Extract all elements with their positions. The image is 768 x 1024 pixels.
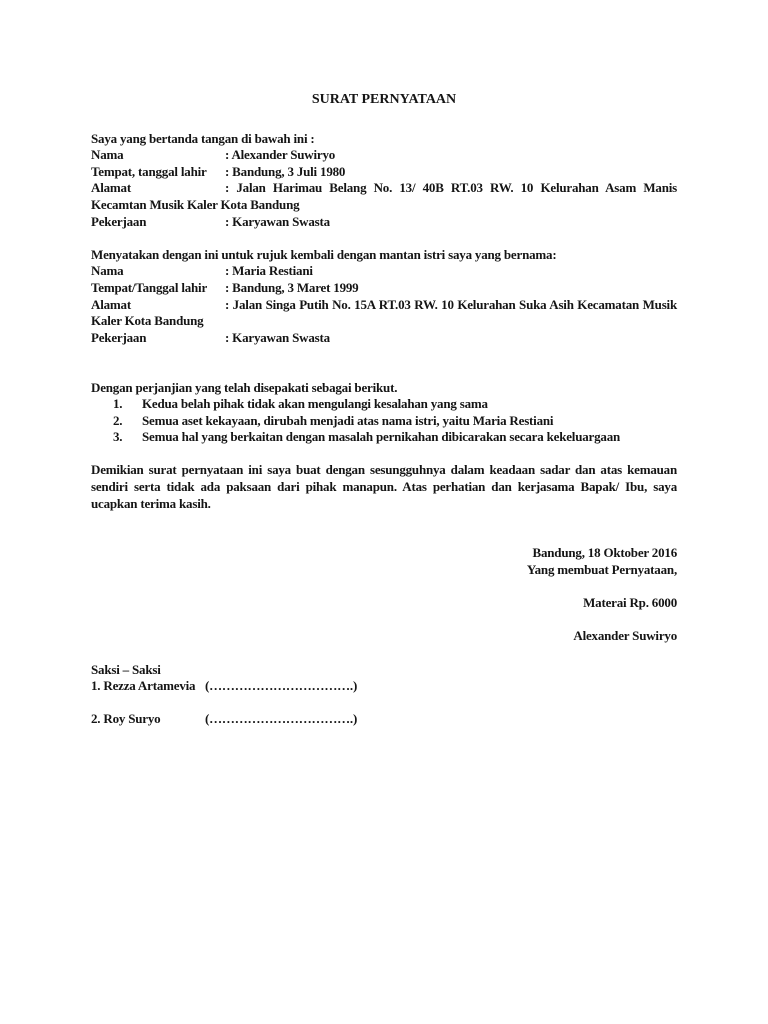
- field-row: [91, 263, 677, 280]
- item-number: 3.: [113, 429, 123, 445]
- field-value: : Bandung, 3 Juli 1980: [225, 163, 346, 179]
- agreement-item: [91, 429, 677, 446]
- witness-name: 1. Rezza Artamevia: [91, 678, 196, 694]
- signoff-block: [91, 545, 677, 645]
- field-row: [91, 297, 677, 330]
- agreement-list: [91, 396, 677, 446]
- agreement-item: [91, 396, 677, 413]
- field-label: Pekerjaan: [91, 329, 147, 345]
- document-title: SURAT PERNYATAAN: [311, 92, 457, 107]
- item-text: Kedua belah pihak tidak akan mengulangi kesalahan yang sama: [142, 396, 488, 412]
- field-label: Alamat: [91, 296, 131, 312]
- spacer: [91, 529, 677, 546]
- field-value: : Karyawan Swasta: [225, 213, 330, 229]
- spacer: [91, 695, 677, 712]
- spacer: [91, 230, 677, 247]
- spacer: [91, 363, 677, 380]
- field-row: [91, 147, 677, 164]
- witness-row: [91, 711, 677, 728]
- field-value: : Alexander Suwiryo: [225, 147, 336, 163]
- witness-name: 2. Roy Suryo: [91, 711, 161, 727]
- spacer: [91, 645, 677, 662]
- declarant-1-section: [91, 147, 677, 230]
- stamp-note: Materai Rp. 6000: [583, 595, 677, 611]
- spacer: [91, 346, 677, 363]
- agreement-item: [91, 413, 677, 430]
- field-row: [91, 164, 677, 181]
- field-label: Nama: [91, 147, 124, 163]
- item-number: 2.: [113, 412, 123, 428]
- spacer: [91, 512, 677, 529]
- agreement-intro: Dengan perjanjian yang telah disepakati sebagai berikut.: [91, 379, 398, 395]
- field-label: Tempat/Tanggal lahir: [91, 279, 208, 295]
- declarant-2-section: [91, 263, 677, 346]
- field-value: : Maria Restiani: [225, 263, 313, 279]
- witness-signature-blank: (…………………………….): [205, 711, 358, 727]
- field-value: : Bandung, 3 Maret 1999: [225, 279, 359, 295]
- item-text: Semua hal yang berkaitan dengan masalah pernikahan dibicarakan secara kekeluargaan: [142, 429, 621, 445]
- field-value: : Karyawan Swasta: [225, 329, 330, 345]
- field-row: [91, 280, 677, 297]
- spacer: [91, 579, 677, 596]
- field-row: [91, 180, 677, 213]
- field-label: Alamat: [91, 180, 131, 196]
- intro-line: Saya yang bertanda tangan di bawah ini :: [91, 130, 315, 146]
- item-text: Semua aset kekayaan, dirubah menjadi atas nama istri, yaitu Maria Restiani: [142, 412, 554, 428]
- field-row: [91, 330, 677, 347]
- witnesses-heading: Saksi – Saksi: [91, 661, 161, 677]
- witnesses-section: [91, 662, 677, 728]
- spacer: [91, 446, 677, 463]
- signoff-role: Yang membuat Pernyataan,: [526, 562, 677, 578]
- field-label: Nama: [91, 263, 124, 279]
- field-row: [91, 214, 677, 231]
- field-value: : Jalan Harimau Belang No. 13/ 40B RT.03 RW. 10 Kelurahan Asam Manis Kecamtan Musik Kaler Kota Bandung: [91, 180, 677, 212]
- witness-row: [91, 678, 677, 695]
- spacer: [91, 612, 677, 629]
- signature-name: Alexander Suwiryo: [573, 628, 677, 644]
- reconciliation-intro: Menyatakan dengan ini untuk rujuk kembali dengan mantan istri saya yang bernama:: [91, 246, 557, 262]
- witness-signature-blank: (…………………………….): [205, 678, 358, 694]
- field-label: Pekerjaan: [91, 213, 147, 229]
- field-label: Tempat, tanggal lahir: [91, 163, 207, 179]
- field-value: : Jalan Singa Putih No. 15A RT.03 RW. 10 Kelurahan Suka Asih Kecamatan Musik Kaler Kota Bandung: [91, 296, 677, 329]
- closing-paragraph: Demikian surat pernyataan ini saya buat dengan sesungguhnya dalam keadaan sadar dan atas kemauan sendiri serta tidak ada paksaan dari pihak manapun. Atas perhatian dan kerjasama Bapak/ Ibu, saya ucapkan terima kasih.: [91, 462, 677, 511]
- item-number: 1.: [113, 396, 123, 412]
- place-date: Bandung, 18 Oktober 2016: [532, 545, 677, 561]
